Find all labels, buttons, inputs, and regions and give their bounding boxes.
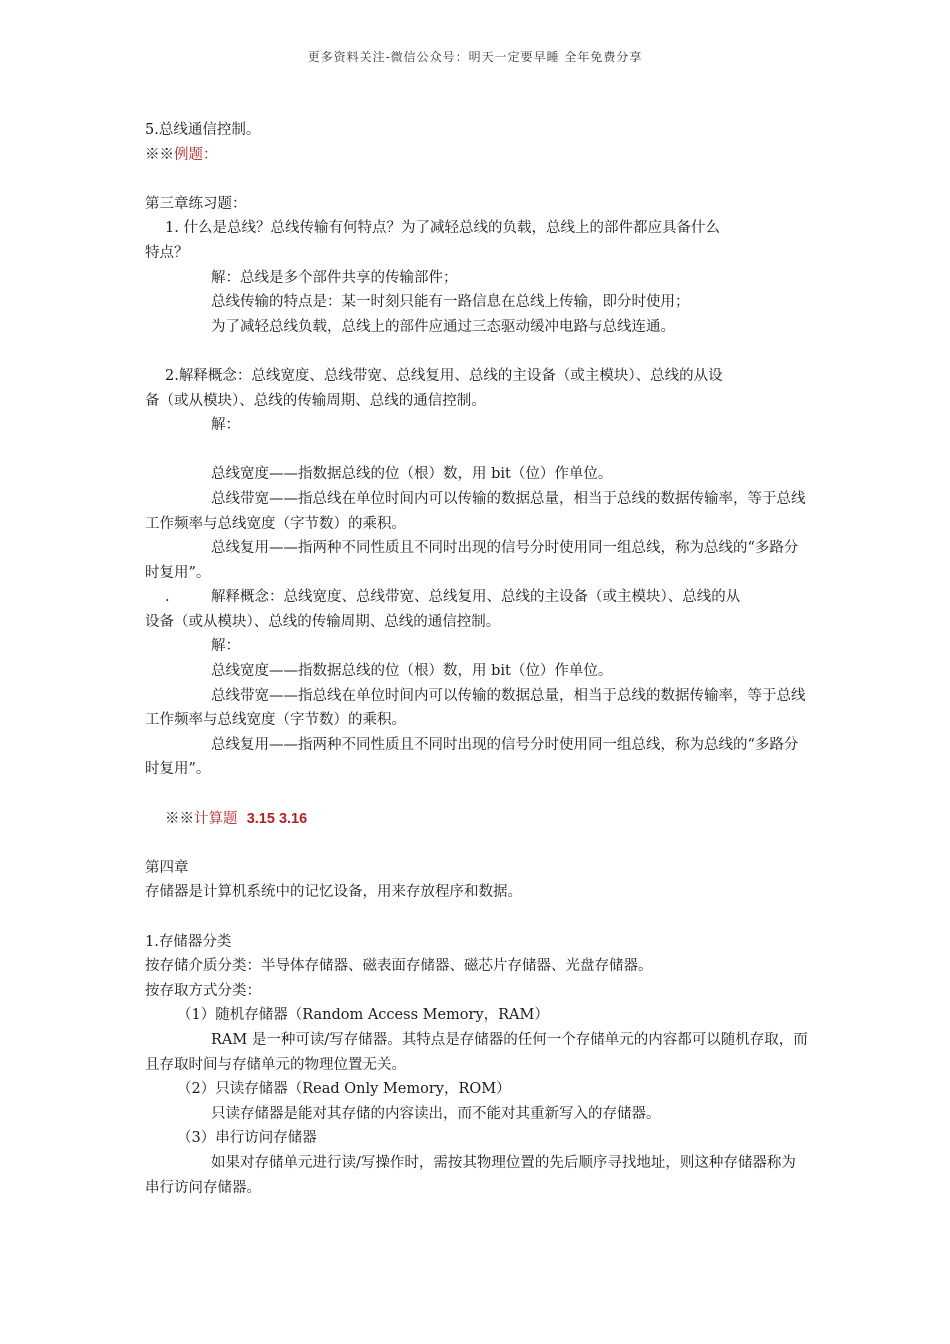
serial-access-title: （3）串行访问存储器	[177, 1130, 317, 1147]
chapter-3-title: 第三章练习题：	[145, 195, 247, 212]
repeat-def-bus-width: 总线宽度——指数据总线的位（根）数，用 bit（位）作单位。	[211, 663, 613, 680]
chapter-4-title: 第四章	[145, 859, 189, 876]
document-body	[145, 118, 810, 1200]
question-2-repeat-line1	[145, 585, 810, 610]
answer-2-label: 解：	[211, 417, 240, 434]
list-dot: .	[165, 589, 170, 606]
answer-1-line1: 解：总线是多个部件共享的传输部件；	[211, 269, 458, 286]
classify-by-media: 按存储介质分类：半导体存储器、磁表面存储器、磁芯片存储器、光盘存储器。	[145, 958, 653, 975]
rom-description: 只读存储器是能对其存储的内容读出，而不能对其重新写入的存储器。	[211, 1105, 661, 1122]
serial-access-description: 如果对存储单元进行读/写操作时，需按其物理位置的先后顺序寻找地址，则这种存储器称为串行访问存储器。	[145, 1154, 796, 1196]
repeat-def-bus-bandwidth: 总线带宽——指总线在单位时间内可以传输的数据总量，相当于总线的数据传输率，等于总线工作频率与总线宽度（字节数）的乘积。	[145, 687, 806, 729]
answer-1-line2: 总线传输的特点是：某一时刻只能有一路信息在总线上传输，即分时使用；	[211, 294, 690, 311]
question-1-line2: 特点？	[145, 244, 189, 261]
calc-label: 计算题	[194, 810, 238, 827]
ram-description: RAM 是一种可读/写存储器。其特点是存储器的任何一个存储单元的内容都可以随机存取，而且存取时间与存储单元的物理位置无关。	[145, 1031, 808, 1073]
example-label	[145, 143, 810, 168]
section-5-title: 5.总线通信控制。	[145, 122, 261, 138]
example-text: 例题：	[174, 146, 218, 163]
calc-problem-numbers: 3.15 3.16	[246, 810, 308, 827]
question-2-line2: 备（或从模块）、总线的传输周期、总线的通信控制。	[145, 392, 486, 409]
answer-2-repeat-label: 解：	[211, 638, 240, 655]
ram-title: （1）随机存储器（Random Access Memory，RAM）	[177, 1007, 549, 1024]
repeat-def-bus-multiplexing: 总线复用——指两种不同性质且不同时出现的信号分时使用同一组总线，称为总线的“多路分时复用”。	[145, 736, 799, 778]
rom-title: （2）只读存储器（Read Only Memory，ROM）	[177, 1081, 511, 1098]
question-2-repeat-text: 解释概念：总线宽度、总线带宽、总线复用、总线的主设备（或主模块）、总线的从	[211, 589, 741, 606]
page-header: 更多资料关注-微信公众号：明天一定要早睡 全年免费分享	[307, 50, 643, 64]
section-1-title: 1.存储器分类	[145, 933, 232, 950]
chapter-4-intro: 存储器是计算机系统中的记忆设备，用来存放程序和数据。	[145, 884, 522, 901]
calc-marks: ※※	[165, 810, 194, 827]
classify-by-access: 按存取方式分类：	[145, 982, 261, 999]
calculation-problems	[145, 807, 810, 832]
question-2-repeat-line2: 设备（或从模块）、总线的传输周期、总线的通信控制。	[145, 613, 501, 630]
def-bus-multiplexing: 总线复用——指两种不同性质且不同时出现的信号分时使用同一组总线，称为总线的“多路分时复用”。	[145, 540, 799, 581]
answer-1-line3: 为了减轻总线负载，总线上的部件应通过三态驱动缓冲电路与总线连通。	[211, 318, 675, 335]
def-bus-width: 总线宽度——指数据总线的位（根）数，用 bit（位）作单位。	[211, 466, 613, 483]
def-bus-bandwidth: 总线带宽——指总线在单位时间内可以传输的数据总量，相当于总线的数据传输率，等于总线工作频率与总线宽度（字节数）的乘积。	[145, 490, 806, 532]
question-2-line1: 2.解释概念：总线宽度、总线带宽、总线复用、总线的主设备（或主模块）、总线的从设	[165, 367, 723, 384]
question-1-line1: 1. 什么是总线？总线传输有何特点？为了减轻总线的负载，总线上的部件都应具备什么	[165, 220, 720, 237]
reference-marks: ※※	[145, 146, 174, 163]
